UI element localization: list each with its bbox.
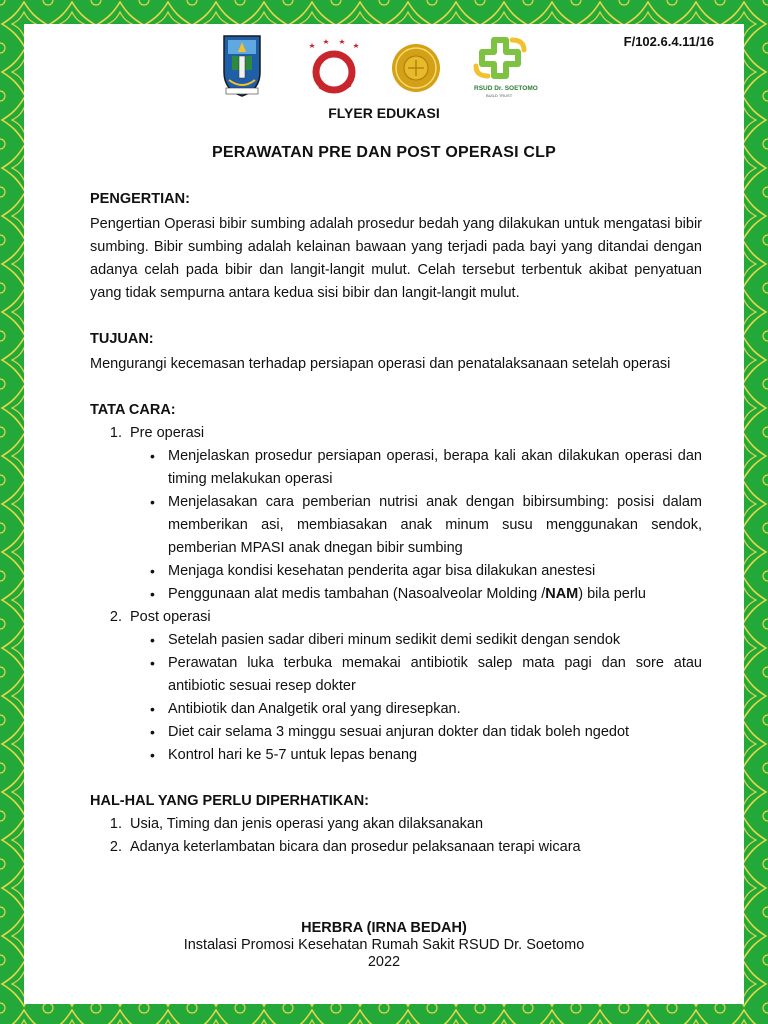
list-item: 2. Adanya keterlambatan bicara dan prosedur pelaksanaan terapi wicara — [126, 836, 702, 859]
document-footer — [24, 920, 744, 971]
footer-unit: HERBRA (IRNA BEDAH) — [301, 920, 467, 936]
post-operasi-bullets — [130, 629, 702, 767]
document-page — [24, 24, 744, 1004]
province-crest-logo — [220, 32, 264, 98]
hospital-name-text: RSUD Dr. SOETOMO — [474, 85, 538, 92]
list-item-text: ) bila perlu — [578, 586, 646, 602]
list-item: • Kontrol hari ke 5-7 untuk lepas benang — [150, 744, 702, 767]
list-item — [150, 583, 702, 606]
list-item-text: Penggunaan alat medis tambahan (Nasoalveolar Molding / — [168, 586, 546, 602]
tujuan-paragraph: Mengurangi kecemasan terhadap persiapan operasi dan penatalaksanaan setelah operasi — [90, 356, 671, 372]
list-item: • Menjaga kondisi kesehatan penderita agar bisa dilakukan anestesi — [150, 560, 702, 583]
section-heading-pengertian: PENGERTIAN: — [90, 191, 190, 207]
document-code: F/102.6.4.11/16 — [623, 34, 714, 49]
list-item-pre-operasi — [126, 422, 702, 606]
tata-cara-list — [90, 422, 702, 767]
logo-bar — [24, 32, 744, 104]
list-item: • Menjelaskan prosedur persiapan operasi, berapa kali akan dilakukan operasi dan timing melakukan operasi — [150, 445, 702, 491]
pre-operasi-bullets — [130, 445, 702, 606]
footer-year: 2022 — [367, 954, 401, 970]
perhatian-list — [90, 813, 702, 859]
list-item: • Perawatan luka terbuka memakai antibiotik salep mata pagi dan sore atau antibiotic sesuai resep dokter — [150, 652, 702, 698]
page-title: PERAWATAN PRE DAN POST OPERASI CLP — [211, 144, 557, 161]
pengertian-paragraph: Pengertian Operasi bibir sumbing adalah prosedur bedah yang dilakukan untuk mengatasi bibir sumbing. Bibir sumbing adalah kelainan bawaan yang terjadi pada bayi yang ditandai dengan adanya celah pada bibir dan langit-langit mulut. Celah tersebut terbentuk akibat penyatuan yang tidak sempurna antara kedua sisi bibir dan langit-langit mulut. — [90, 216, 702, 301]
list-item: • Menjelasakan cara pemberian nutrisi anak dengan bibirsumbing: posisi dalam memberikan asi, membiasakan anak minum susu menggunakan sendok, pemberian MPASI anak dnegan bibir sumbing — [150, 491, 702, 560]
pre-operasi-title: Pre operasi — [130, 425, 205, 441]
list-item-post-operasi — [126, 606, 702, 767]
list-item: • Antibiotik dan Analgetik oral yang diresepkan. — [150, 698, 702, 721]
nam-abbreviation: NAM — [545, 586, 579, 602]
section-heading-perhatian: HAL-HAL YANG PERLU DIPERHATIKAN: — [90, 793, 370, 809]
list-item: 1. Usia, Timing dan jenis operasi yang akan dilaksanakan — [126, 813, 702, 836]
section-heading-tujuan: TUJUAN: — [90, 331, 154, 347]
rsud-soetomo-logo — [472, 36, 542, 100]
list-item: • Setelah pasien sadar diberi minum sedikit demi sedikit dengan sendok — [150, 629, 702, 652]
list-item: • Diet cair selama 3 minggu sesuai anjuran dokter dan tidak boleh ngedot — [150, 721, 702, 744]
flyer-title: FLYER EDUKASI — [328, 105, 440, 121]
jci-gold-seal-logo — [390, 42, 442, 94]
section-heading-tata-cara: TATA CARA: — [90, 402, 176, 418]
kars-accreditation-logo — [302, 38, 366, 96]
document-body — [90, 188, 702, 859]
post-operasi-title: Post operasi — [130, 609, 211, 625]
footer-institution: Instalasi Promosi Kesehatan Rumah Sakit RSUD Dr. Soetomo — [183, 937, 585, 953]
hospital-tagline-text: BUILD TRUST — [486, 93, 513, 98]
